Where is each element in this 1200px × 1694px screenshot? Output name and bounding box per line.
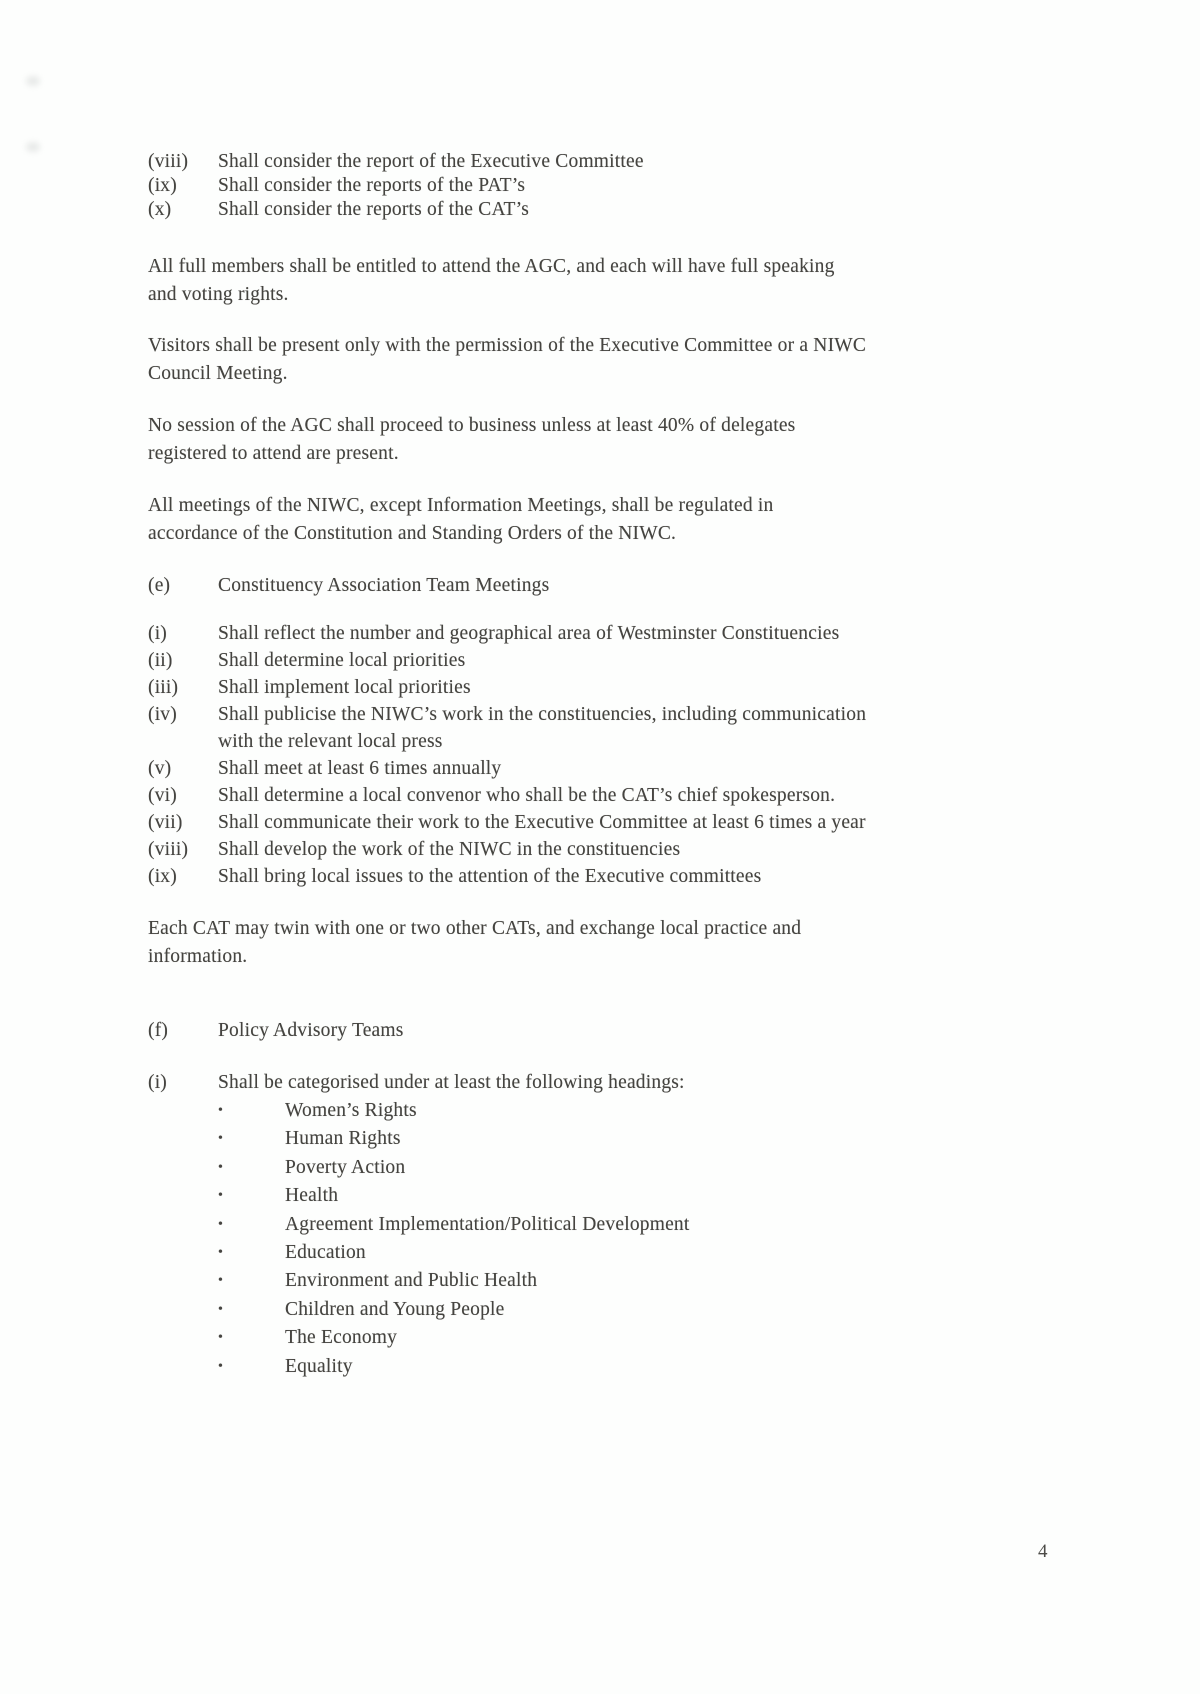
list-item-text: Shall consider the report of the Executive Committee [218,151,644,172]
list-item [148,198,644,222]
list-item-label: (iv) [148,704,177,725]
list-item-label: (x) [148,199,172,220]
bullet-icon: • [218,1103,224,1118]
bullet-item [218,1125,690,1153]
list-item [148,863,866,890]
list-item-text [218,620,866,647]
bullet-text: Environment and Public Health [285,1270,538,1292]
bullet-text: Equality [285,1355,353,1377]
bullet-icon: • [218,1301,224,1317]
paragraph-line: accordance of the Constitution and Standing Orders of the NIWC. [148,522,677,544]
paragraph-line: Shall bring local issues to the attention of the Executive committees [218,866,762,887]
list-item-label: (iii) [148,677,179,698]
section-title: Constituency Association Team Meetings [218,575,550,596]
paragraph-meetings-regulated [148,492,774,547]
bullet-item [218,1182,690,1210]
page-number: 4 [1038,1541,1048,1562]
paragraph-line: Shall reflect the number and geographical area of Westminster Constituencies [218,623,840,644]
list-item-text [218,701,866,755]
list-item [148,620,866,647]
paragraph-line: Visitors shall be present only with the permission of the Executive Committee or a NIWC [148,335,867,356]
list-item [148,701,866,755]
list-item [148,150,644,174]
bullet-item [218,1097,690,1125]
list-item-text [218,782,866,809]
paragraph-line: with the relevant local press [218,731,443,752]
bullet-item [218,1154,690,1182]
list-item-label: (ii) [148,650,173,671]
bullet-text: Poverty Action [285,1156,406,1178]
section-e-heading [148,572,549,600]
bullet-item [218,1239,690,1267]
bullet-text: Health [285,1185,339,1207]
bullet-text: Human Rights [285,1128,401,1150]
paragraph-line: Shall develop the work of the NIWC in the constituencies [218,839,681,860]
list-item-label: (i) [148,1072,168,1093]
bullet-icon: • [218,1188,224,1204]
paragraph-line: Shall meet at least 6 times annually [218,758,502,779]
paragraph-visitors [148,332,866,387]
list-item-text: Shall consider the reports of the CAT’s [218,199,530,220]
list-item-label: (viii) [148,151,189,172]
section-e-items [148,620,866,890]
list-item [148,755,866,782]
paragraph-line: Council Meeting. [148,362,288,384]
bullet-item [218,1296,690,1324]
paragraph-line: Shall determine a local convenor who shall be the CAT’s chief spokesperson. [218,785,836,806]
bullet-text: Women’s Rights [285,1100,417,1121]
scan-smudge [26,76,40,86]
list-item-label: (viii) [148,839,189,860]
list-item [148,782,866,809]
list-item-text [218,647,866,674]
paragraph-line: and voting rights. [148,283,289,305]
list-item-label: (vii) [148,812,183,833]
list-item-text [218,863,866,890]
list-item [148,836,866,863]
bullet-icon: • [218,1216,224,1232]
agc-duties-list [148,150,644,222]
paragraph-line: All meetings of the NIWC, except Information Meetings, shall be regulated in [148,495,774,516]
list-item-label: (vi) [148,785,177,806]
paragraph-line: Shall communicate their work to the Executive Committee at least 6 times a year [218,812,866,833]
bullet-icon: • [218,1358,224,1374]
bullet-item [218,1267,690,1295]
bullet-icon: • [218,1245,224,1261]
bullet-icon: • [218,1159,224,1175]
bullet-item [218,1353,690,1381]
paragraph-line: No session of the AGC shall proceed to business unless at least 40% of delegates [148,415,796,436]
pat-headings-list [218,1097,690,1381]
scan-smudge [26,142,40,152]
list-item-label: (i) [148,623,168,644]
bullet-item [218,1211,690,1239]
paragraph-line: Shall publicise the NIWC’s work in the constituencies, including communication [218,704,867,725]
list-item-label: (v) [148,758,172,779]
section-title: Policy Advisory Teams [218,1020,404,1041]
paragraph-line: registered to attend are present. [148,442,399,464]
paragraph-quorum [148,412,795,467]
list-item [148,674,866,701]
bullet-item [218,1324,690,1352]
list-item [148,809,866,836]
bullet-text: Agreement Implementation/Political Development [285,1213,690,1235]
section-label: (f) [148,1020,169,1041]
paragraph-line: All full members shall be entitled to attend the AGC, and each will have full speaking [148,256,835,277]
section-f-heading [148,1017,404,1045]
list-item [148,647,866,674]
paragraph-cat-twin [148,915,801,970]
list-item-text [218,755,866,782]
bullet-icon: • [218,1330,224,1346]
list-item-text: Shall consider the reports of the PAT’s [218,175,526,196]
paragraph-line: Each CAT may twin with one or two other CATs, and exchange local practice and [148,918,802,939]
bullet-icon: • [218,1131,224,1147]
list-item-label: (ix) [148,175,177,196]
bullet-text: Education [285,1242,366,1264]
list-item-text: Shall be categorised under at least the following headings: [218,1072,685,1093]
list-item-text [218,836,866,863]
list-item [148,174,644,198]
list-item-text [218,674,866,701]
paragraph-full-members [148,253,835,308]
paragraph-line: Shall implement local priorities [218,677,471,698]
paragraph-line: information. [148,945,248,967]
paragraph-line: Shall determine local priorities [218,650,466,671]
list-item-label: (ix) [148,866,177,887]
bullet-text: The Economy [285,1327,398,1349]
bullet-text: Children and Young People [285,1298,505,1320]
section-f-item [148,1069,685,1097]
section-label: (e) [148,575,171,596]
list-item-text [218,809,866,836]
bullet-icon: • [218,1273,224,1289]
